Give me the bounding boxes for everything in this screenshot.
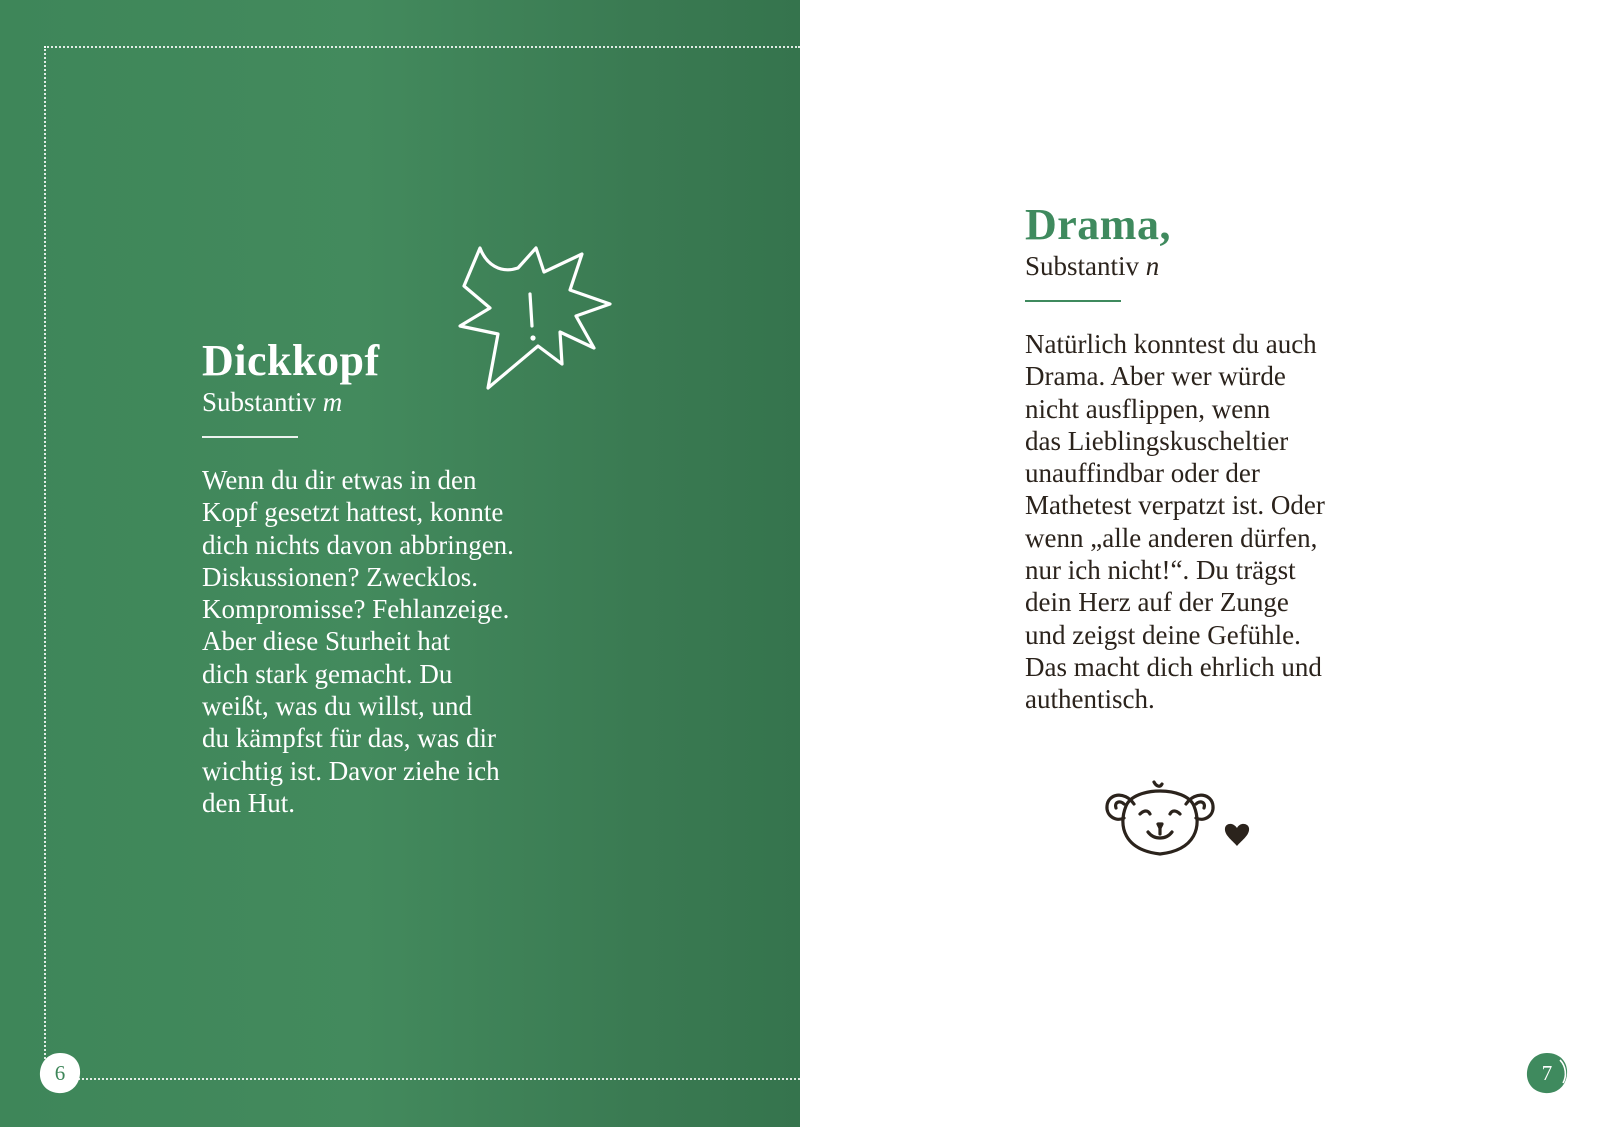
text-line: du kämpfst für das, was dir bbox=[202, 723, 496, 754]
text-line: weißt, was du willst, und bbox=[202, 691, 472, 722]
text-line: Kompromisse? Fehlanzeige. bbox=[202, 594, 510, 625]
text-line: dein Herz auf der Zunge bbox=[1025, 587, 1289, 618]
heart-icon bbox=[1222, 820, 1252, 848]
page-number-text: 6 bbox=[54, 1061, 66, 1085]
page-number-left bbox=[37, 1050, 83, 1096]
pos-label: Substantiv bbox=[202, 387, 317, 417]
text-line: dich nichts davon abbringen. bbox=[202, 529, 514, 560]
dotted-border-top bbox=[44, 46, 800, 48]
text-line: authentisch. bbox=[1025, 684, 1155, 715]
teddy-bear-face-icon bbox=[1104, 776, 1216, 858]
text-line: nicht ausflippen, wenn bbox=[1025, 393, 1271, 424]
headword: Dickkopf bbox=[202, 336, 380, 385]
page-number-text: 7 bbox=[1541, 1061, 1553, 1085]
text-line: den Hut. bbox=[202, 787, 295, 818]
gender-label: n bbox=[1145, 251, 1160, 281]
text-line: wenn „alle anderen dürfen, bbox=[1025, 522, 1318, 553]
text-line: Mathetest verpatzt ist. Oder bbox=[1025, 490, 1325, 521]
text-line: Wenn du dir etwas in den bbox=[202, 465, 477, 495]
entry-drama bbox=[1025, 200, 1405, 716]
text-line: und zeigst deine Gefühle. bbox=[1025, 619, 1301, 650]
dotted-border-left bbox=[44, 46, 46, 1078]
dotted-border-bottom bbox=[70, 1078, 800, 1080]
text-line: unauffindbar oder der bbox=[1025, 458, 1260, 489]
text-line: Diskussionen? Zwecklos. bbox=[202, 561, 478, 592]
divider-rule bbox=[1025, 300, 1121, 302]
part-of-speech bbox=[202, 386, 582, 418]
divider-rule bbox=[202, 436, 298, 438]
text-line: nur ich nicht!“. Du trägst bbox=[1025, 555, 1296, 586]
page-number-right bbox=[1524, 1050, 1570, 1096]
part-of-speech bbox=[1025, 250, 1405, 282]
text-line: dich stark gemacht. Du bbox=[202, 658, 453, 689]
pos-label: Substantiv bbox=[1025, 251, 1140, 281]
text-line: wichtig ist. Davor ziehe ich bbox=[202, 755, 500, 786]
text-line: Aber diese Sturheit hat bbox=[202, 626, 451, 657]
definition-text bbox=[202, 464, 582, 819]
text-line: Das macht dich ehrlich und bbox=[1025, 651, 1322, 682]
headword: Drama, bbox=[1025, 200, 1171, 249]
text-line: das Lieblingskuscheltier bbox=[1025, 425, 1289, 456]
definition-text bbox=[1025, 328, 1405, 716]
text-line: Drama. Aber wer würde bbox=[1025, 361, 1286, 392]
text-line: Kopf gesetzt hattest, konnte bbox=[202, 497, 504, 528]
text-line: Natürlich konntest du auch bbox=[1025, 329, 1317, 359]
gender-label: m bbox=[322, 387, 343, 417]
entry-dickkopf bbox=[202, 336, 582, 819]
